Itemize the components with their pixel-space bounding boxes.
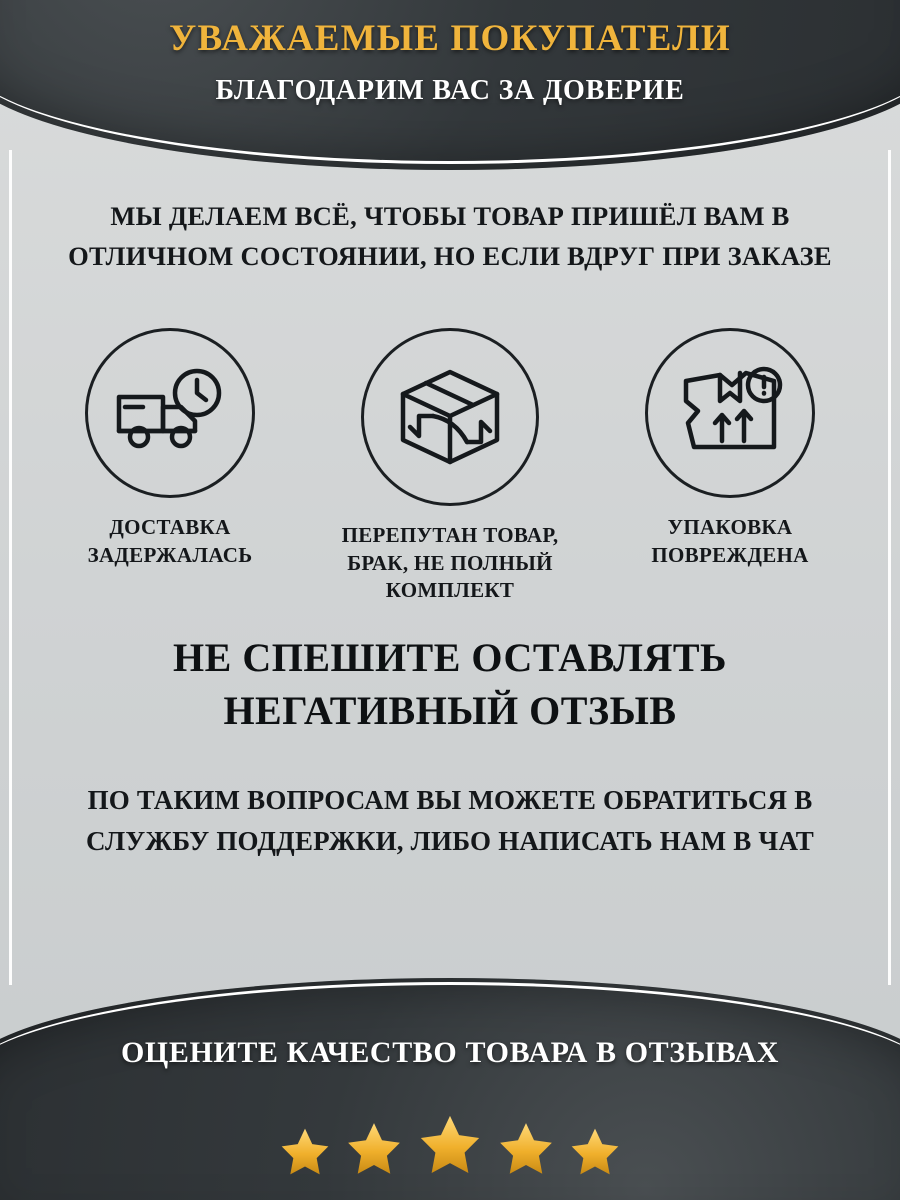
header-block xyxy=(0,18,900,108)
issue-caption: ПЕРЕПУТАН ТОВАР, БРАК, НЕ ПОЛНЫЙ КОМПЛЕКТ xyxy=(341,523,559,603)
page-title: УВАЖАЕМЫЕ ПОКУПАТЕЛИ xyxy=(169,18,731,59)
rating-stars[interactable] xyxy=(0,1110,900,1180)
header-subtitle: БЛАГОДАРИМ ВАС ЗА ДОВЕРИЕ xyxy=(215,74,685,106)
issues-row xyxy=(40,328,860,605)
headline-text: НЕ СПЕШИТЕ ОСТАВЛЯТЬ НЕГАТИВНЫЙ ОТЗЫВ xyxy=(173,635,727,733)
delivery-truck-clock-icon xyxy=(85,328,255,498)
issue-caption: УПАКОВКА ПОВРЕЖДЕНА xyxy=(651,515,809,567)
issue-item-damaged-package xyxy=(600,328,860,569)
star-icon[interactable] xyxy=(343,1118,405,1180)
issue-item-wrong-item xyxy=(320,328,580,605)
star-icon[interactable] xyxy=(495,1118,557,1180)
damaged-package-warning-icon xyxy=(645,328,815,498)
left-divider-line xyxy=(9,150,12,985)
intro-text: МЫ ДЕЛАЕМ ВСЁ, ЧТОБЫ ТОВАР ПРИШЁЛ ВАМ В ОТЛИЧНОМ СОСТОЯНИИ, НО ЕСЛИ ВДРУГ ПРИ ЗАКАЗЕ xyxy=(68,201,832,272)
box-exchange-arrows-icon xyxy=(361,328,539,506)
right-divider-line xyxy=(888,150,891,985)
support-text: ПО ТАКИМ ВОПРОСАМ ВЫ МОЖЕТЕ ОБРАТИТЬСЯ В СЛУЖБУ ПОДДЕРЖКИ, ЛИБО НАПИСАТЬ НАМ В ЧАТ xyxy=(86,785,814,856)
footer-text: ОЦЕНИТЕ КАЧЕСТВО ТОВАРА В ОТЗЫВАХ xyxy=(120,1036,780,1069)
star-icon[interactable] xyxy=(415,1110,485,1180)
star-icon[interactable] xyxy=(567,1124,623,1180)
issue-item-delivery xyxy=(40,328,300,569)
star-icon[interactable] xyxy=(277,1124,333,1180)
issue-caption: ДОСТАВКА ЗАДЕРЖАЛАСЬ xyxy=(87,515,253,567)
